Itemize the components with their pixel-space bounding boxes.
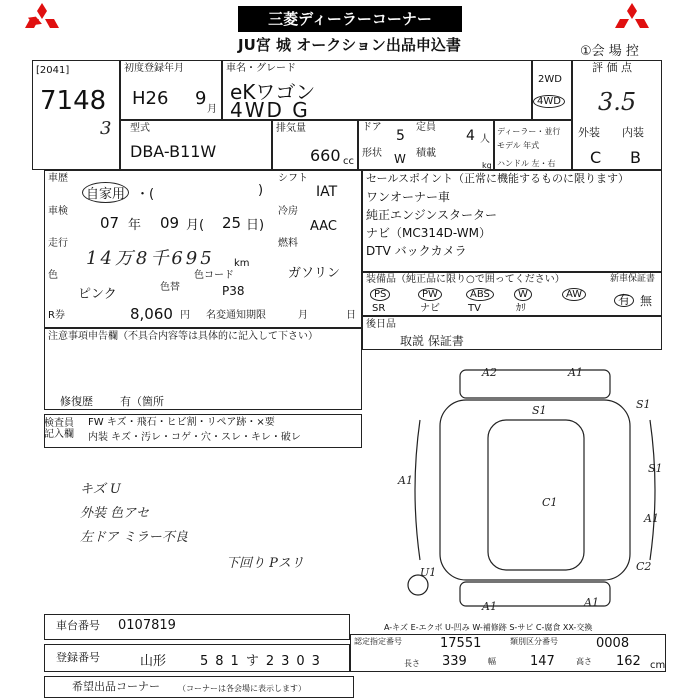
type-value: DBA-B11W <box>130 142 217 161</box>
footer-label: 希望出品コーナー <box>72 680 160 693</box>
recycle-value: 8,060 <box>130 305 173 323</box>
entry-code: [2041] <box>36 65 70 76</box>
handwritten-note: 左ドア ミラー不良 <box>80 530 188 545</box>
damage-mark: A1 <box>568 366 583 379</box>
handwritten-note: キズ U <box>80 482 121 497</box>
mitsubishi-logo-left <box>24 2 60 34</box>
handwritten-note: 下回り Pスリ <box>226 556 304 571</box>
width-label: 幅 <box>488 657 496 666</box>
color-code-value: P38 <box>222 284 245 298</box>
ac-label: 冷房 <box>278 206 298 217</box>
interior-grade: B <box>630 148 641 167</box>
model-label: 車名・グレード <box>226 63 296 74</box>
equipment-item: ｶﾘ <box>516 303 526 314</box>
equipment-item-circled: PW <box>418 288 442 301</box>
interior-label: 内装 <box>622 126 644 139</box>
inspection-day-unit: 日) <box>246 218 265 233</box>
dealer-label: ディーラー・並行 <box>497 127 561 136</box>
class-label: 類別区分番号 <box>510 637 558 646</box>
shape-label: 形状 <box>362 148 382 159</box>
cert-label: 認定指定番号 <box>354 637 402 646</box>
damage-legend: A-キズ E-エクボ U-凹み W-補修跡 S-サビ C-腐食 XX-交換 <box>384 623 593 632</box>
history-rest: ・( <box>136 187 155 202</box>
drive-box <box>532 60 572 120</box>
sales-point-line: ワンオーナー車 <box>366 190 451 204</box>
damage-mark: S1 <box>648 462 663 475</box>
venue-copy-label: ①会 場 控 <box>580 44 639 59</box>
registration-month-unit: 月 <box>207 104 217 115</box>
fuel-label: 燃料 <box>278 238 298 249</box>
damage-mark: C1 <box>542 496 558 509</box>
mileage-value: 14万8千695 <box>86 248 215 269</box>
model-name: eKワゴン <box>230 80 316 104</box>
sales-point-line: ナビ（MC314D-WM） <box>366 226 491 240</box>
shift-value: IAT <box>316 184 338 200</box>
model-year-label: モデル 年式 <box>497 141 540 150</box>
equipment-item-circled: PS <box>370 288 390 301</box>
tax-day: 日 <box>346 310 356 321</box>
damage-mark: A2 <box>482 366 497 379</box>
new-warranty-label: 新車保証書 <box>610 274 656 284</box>
cert-value: 17551 <box>440 636 482 651</box>
damage-mark: A1 <box>644 512 659 525</box>
plate-label: 登録番号 <box>56 651 100 664</box>
shift-label: シフト <box>278 173 308 184</box>
color-code-label: 色コード <box>194 270 234 281</box>
chassis-label: 車台番号 <box>56 619 100 632</box>
tax-label: 名変通知期限 <box>206 310 266 321</box>
capacity-unit: 人 <box>480 134 490 145</box>
checker-label: 検査員 記入欄 <box>44 418 74 440</box>
width-value: 147 <box>530 654 555 669</box>
registration-label: 初度登録年月 <box>124 63 184 74</box>
repair-value: 有（箇所 <box>120 395 164 408</box>
after-items-value: 取説 保証書 <box>400 334 464 348</box>
history-value: 自家用 <box>82 182 129 203</box>
length-value: 339 <box>442 654 467 669</box>
inspection-day: 25 <box>222 214 242 232</box>
inspection-year: 07 <box>100 214 120 232</box>
tax-month: 月 <box>298 310 308 321</box>
damage-mark: C2 <box>636 560 652 573</box>
equipment-item-circled: AW <box>562 288 586 301</box>
form-title: JU宮 城 オークション出品申込書 <box>238 36 461 54</box>
registration-year: H26 <box>132 88 169 109</box>
height-label: 高さ <box>576 657 592 666</box>
dim-unit: cm <box>650 660 666 671</box>
shape-value: W <box>394 152 406 166</box>
notes-label: 注意事項申告欄（不具合内容等は具体的に記入して下さい） <box>48 331 318 342</box>
equipment-item-circled: ABS <box>466 288 494 301</box>
disp-unit: cc <box>343 156 354 167</box>
sales-points-label: セールスポイント（正常に機能するものに限ります） <box>366 172 630 185</box>
sales-point-line: 純正エンジンスターター <box>366 208 498 222</box>
door-value: 5 <box>396 128 405 144</box>
disp-value: 660 <box>310 146 341 165</box>
checker-row2: 内装 キズ・汚レ・コゲ・穴・スレ・キレ・破レ <box>88 432 301 443</box>
inspection-label: 車検 <box>48 206 68 217</box>
repair-label: 修復歴 <box>60 395 93 408</box>
load-label: 積載 <box>416 148 436 159</box>
exterior-grade: C <box>590 148 602 167</box>
rating-score: 3.5 <box>598 88 637 116</box>
model-grade: 4WD G <box>230 98 310 122</box>
mitsubishi-logo-right <box>614 2 650 34</box>
warranty-yes: 有 <box>614 294 634 307</box>
inspection-year-unit: 年 <box>128 218 142 233</box>
drive-4wd-circled: 4WD <box>533 95 565 108</box>
door-label: ドア <box>362 122 382 133</box>
footer-note: （コーナーは各会場に表示します） <box>178 684 306 693</box>
after-items-label: 後日品 <box>366 319 396 330</box>
equipment-item: SR <box>372 303 386 314</box>
disp-label: 排気量 <box>276 123 306 134</box>
type-label: 型式 <box>130 123 150 134</box>
capacity-value: 4 <box>466 128 475 144</box>
vehicle-damage-diagram <box>400 360 670 610</box>
damage-mark: A1 <box>398 474 413 487</box>
inspection-month: 09 <box>160 214 180 232</box>
drive-2wd: 2WD <box>538 74 562 85</box>
mileage-unit: km <box>234 258 250 269</box>
plate-number: 581す2303 <box>200 654 327 669</box>
handwritten-note: 外装 色アセ <box>80 506 150 521</box>
color-label: 色 <box>48 270 58 281</box>
sales-point-line: DTV バックカメラ <box>366 244 467 258</box>
recycle-label: R券 <box>48 310 65 321</box>
rating-label: 評 価 点 <box>592 61 632 74</box>
damage-mark: A1 <box>584 596 599 609</box>
registration-month: 9 <box>195 88 207 109</box>
history-close: ) <box>258 183 264 198</box>
entry-number: 7148 <box>40 86 107 116</box>
exterior-label: 外装 <box>578 126 600 139</box>
length-label: 長さ <box>404 659 420 668</box>
entry-handwritten-mark: 3 <box>100 118 112 139</box>
ac-value: AAC <box>310 219 337 234</box>
damage-mark: A1 <box>482 600 497 613</box>
equipment-item: ナビ <box>420 303 440 314</box>
equipment-label: 装備品（純正品に限り○で囲ってください） <box>366 274 565 285</box>
damage-mark: U1 <box>420 566 437 579</box>
damage-mark: S1 <box>636 398 651 411</box>
dealer-corner-banner: 三菱ディーラーコーナー <box>238 6 462 32</box>
plate-region: 山形 <box>140 654 167 669</box>
class-value: 0008 <box>596 636 630 651</box>
capacity-label: 定員 <box>416 122 436 133</box>
color-change-label: 色替 <box>160 282 180 293</box>
load-unit: kg <box>482 161 492 170</box>
equipment-item: TV <box>468 303 481 314</box>
recycle-unit: 円 <box>180 310 190 321</box>
mileage-label: 走行 <box>48 238 68 249</box>
color-value: ピンク <box>78 287 117 302</box>
chassis-value: 0107819 <box>118 618 176 633</box>
history-label: 車歴 <box>48 173 68 184</box>
equipment-item-circled: W <box>514 288 532 301</box>
height-value: 162 <box>616 654 641 669</box>
checker-row1: FW キズ・飛石・ヒビ割・リペア跡・×要 <box>88 417 275 428</box>
handle-label: ハンドル 左・右 <box>497 159 556 168</box>
warranty-no: 無 <box>640 294 653 308</box>
inspection-month-unit: 月( <box>186 218 205 233</box>
damage-mark: S1 <box>532 404 547 417</box>
fuel-value: ガソリン <box>288 266 341 281</box>
